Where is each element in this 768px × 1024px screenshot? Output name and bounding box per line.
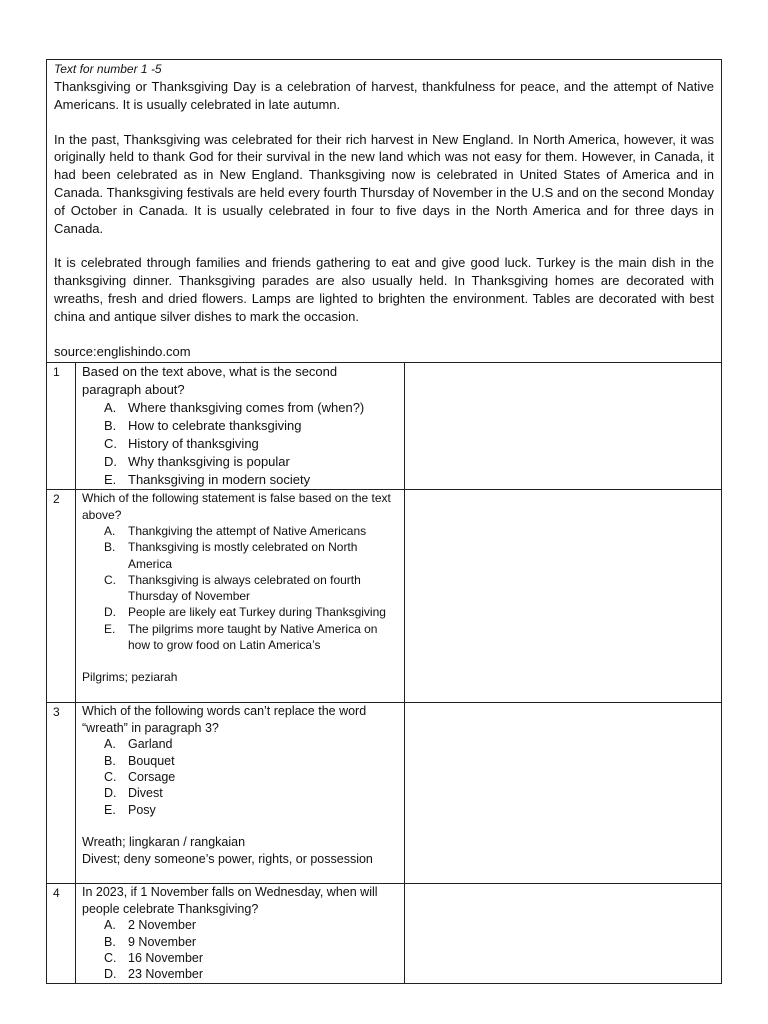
- answer-cell[interactable]: [405, 703, 722, 884]
- question-row-2: [47, 490, 722, 703]
- question-number: 1: [47, 363, 76, 490]
- vocabulary-note: Divest; deny someone’s power, rights, or possession: [82, 851, 373, 866]
- question-text: Which of the following words can’t replace the word “wreath” in paragraph 3?: [82, 704, 367, 735]
- question-row-1: [47, 363, 722, 490]
- passage-paragraph-3: It is celebrated through families and friends gathering to eat and give good luck. Turkey is the main dish in the thanksgiving dinner. Thanksgiving parades are also usually held. In Thanksgiving homes are decorated with wreaths, fresh and dried flowers. Lamps are lighted to brighten the environment. Tables are decorated with best china and antique silver dishes to mark the occasion.: [54, 255, 715, 324]
- option-c[interactable]: C. History of thanksgiving: [104, 436, 259, 452]
- passage-source: source:englishindo.com: [54, 343, 191, 359]
- question-cell: [76, 884, 405, 983]
- option-e[interactable]: E. Thanksgiving in modern society: [104, 472, 311, 488]
- option-b[interactable]: B. Thanksgiving is mostly celebrated on North America: [104, 540, 358, 571]
- question-row-3: [47, 703, 722, 884]
- worksheet-table: [46, 59, 722, 984]
- option-a[interactable]: A. Where thanksgiving comes from (when?): [104, 400, 365, 416]
- answer-cell[interactable]: [405, 884, 722, 983]
- question-text: In 2023, if 1 November falls on Wednesday, when will people celebrate Thanksgiving?: [82, 885, 378, 916]
- option-list: [82, 399, 398, 489]
- option-list: [82, 736, 398, 818]
- worksheet: [46, 59, 721, 984]
- option-d[interactable]: D. Divest: [104, 786, 163, 801]
- option-c[interactable]: C. 16 November: [104, 950, 204, 965]
- option-d[interactable]: D. Why thanksgiving is popular: [104, 454, 290, 470]
- option-d[interactable]: D. 23 November: [104, 967, 204, 982]
- question-cell: [76, 703, 405, 884]
- vocabulary-note: Wreath; lingkaran / rangkaian: [82, 835, 246, 850]
- vocabulary-note: Pilgrims; peziarah: [82, 670, 178, 685]
- question-text: Which of the following statement is false based on the text above?: [82, 491, 391, 522]
- option-d[interactable]: D. People are likely eat Turkey during Thanksgiving: [104, 605, 386, 620]
- option-c[interactable]: C. Thanksgiving is always celebrated on fourth Thursday of November: [104, 572, 361, 604]
- passage-row: [47, 60, 722, 363]
- option-c[interactable]: C. Corsage: [104, 769, 176, 784]
- option-b[interactable]: B. Bouquet: [104, 753, 175, 768]
- passage-paragraph-2: In the past, Thanksgiving was celebrated for their rich harvest in New England. In North America, however, it was originally held to thank God for their survival in the new land which was not easy for them. However, in Canada, it had been celebrated as in New England. Thanksgiving now is celebrated in United States of America and in Canada. Thanksgiving festivals are held every fourth Thursday of November in the U.S and on the second Monday of October in Canada. It is usually celebrated in four to five days in the North America and for three days in Canada.: [54, 131, 715, 236]
- question-cell: [76, 363, 405, 490]
- passage-title: Text for number 1 -5: [54, 62, 162, 76]
- option-list: [82, 523, 398, 653]
- question-number: 4: [47, 884, 76, 983]
- question-cell: [76, 490, 405, 703]
- option-e[interactable]: E. The pilgrims more taught by Native America on how to grow food on Latin America’s: [104, 621, 378, 653]
- question-text: Based on the text above, what is the second paragraph about?: [82, 364, 338, 398]
- answer-cell[interactable]: [405, 490, 722, 703]
- reading-passage: [47, 60, 722, 363]
- question-row-4: [47, 884, 722, 983]
- option-a[interactable]: A. Garland: [104, 737, 173, 752]
- option-list: [82, 917, 398, 983]
- question-number: 3: [47, 703, 76, 884]
- option-e[interactable]: E. Posy: [104, 802, 156, 817]
- option-a[interactable]: A. Thankgiving the attempt of Native Americans: [104, 523, 367, 538]
- question-number: 2: [47, 490, 76, 703]
- option-b[interactable]: B. 9 November: [104, 934, 197, 949]
- option-a[interactable]: A. 2 November: [104, 918, 197, 933]
- option-b[interactable]: B. How to celebrate thanksgiving: [104, 418, 302, 434]
- passage-paragraph-1: Thanksgiving or Thanksgiving Day is a celebration of harvest, thankfulness for peace, and the attempt of Native Americans. It is usually celebrated in late autumn.: [54, 79, 715, 112]
- answer-cell[interactable]: [405, 363, 722, 490]
